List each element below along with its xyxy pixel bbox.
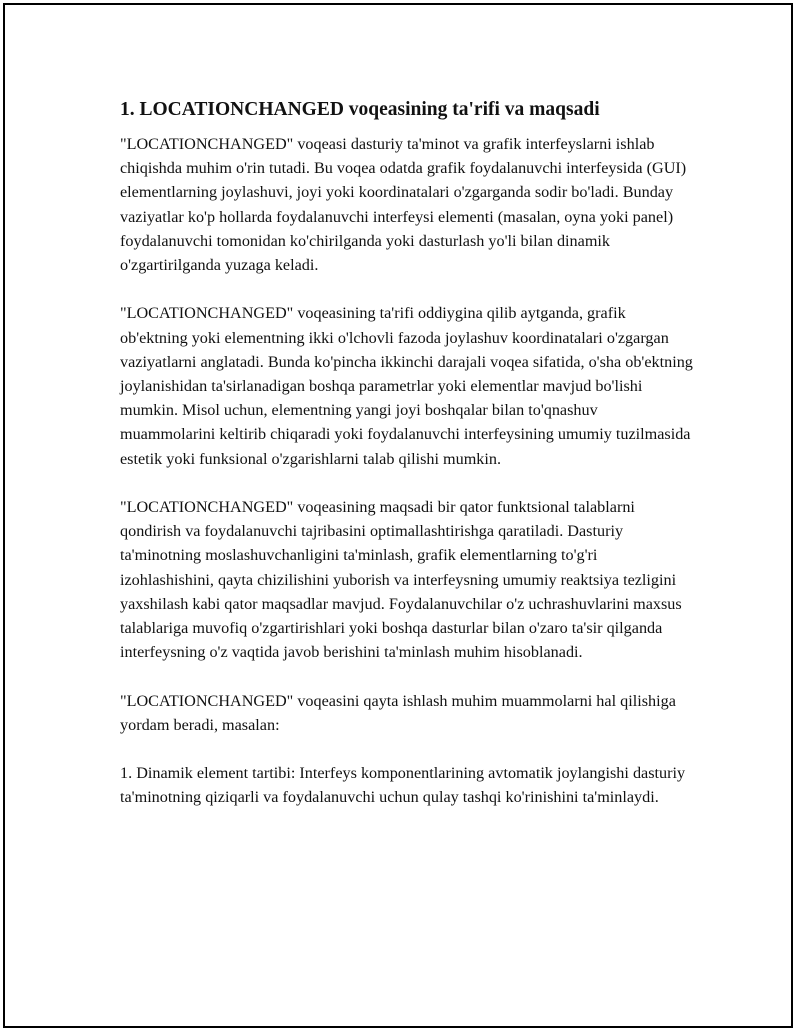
section-heading: 1. LOCATIONCHANGED voqeasining ta'rifi va maqsadi	[120, 99, 600, 120]
list-item-dynamic-layout: 1. Dinamik element tartibi: Interfeys komponentlarining avtomatik joylangishi dasturiy ta'minotning qiziqarli va foydalanuvchi uchun qulay tashqi ko'rinishini ta'minlaydi.	[120, 764, 686, 807]
paragraph-problems-intro: "LOCATIONCHANGED" voqeasini qayta ishlash muhim muammolarni hal qilishiga yordam beradi, masalan:	[120, 691, 676, 734]
document-body	[120, 97, 695, 810]
paragraph-purpose: "LOCATIONCHANGED" voqeasining maqsadi bir qator funktsional talablarni qondirish va foydalanuvchi tajribasini optimallashtirishga qaratiladi. Dasturiy ta'minotning moslashuvchanligini ta'minlash, grafik elementlarning to'g'ri izohlashishini, qayta chizilishini yuborish va interfeysning umumiy reaktsiya tezligini yaxshilash kabi qator maqsadlar mavjud. Foydalanuvchilar o'z uchrashuvlarini maxsus talablariga muvofiq o'zgartirishlari yoki boshqa dasturlar bilan o'zaro ta'sir qilganda interfeysning o'z vaqtida javob berishini ta'minlash muhim hisoblanadi.	[120, 498, 682, 662]
paragraph-definition-intro: "LOCATIONCHANGED" voqeasi dasturiy ta'minot va grafik interfeyslarni ishlab chiqishda muhim o'rin tutadi. Bu voqea odatda grafik foydalanuvchi interfeysida (GUI) elementlarning joylashuvi, joyi yoki koordinatalari o'zgarganda sodir bo'ladi. Bunday vaziyatlar ko'p hollarda foydalanuvchi interfeysi elementi (masalan, oyna yoki panel) foydalanuvchi tomonidan ko'chirilganda yoki dasturlash yo'li bilan dinamik o'zgartirilganda yuzaga keladi.	[120, 135, 687, 275]
paragraph-definition-detail: "LOCATIONCHANGED" voqeasining ta'rifi oddiygina qilib aytganda, grafik ob'ektning yoki elementning ikki o'lchovli fazoda joylashuv koordinatalari o'zgargan vaziyatlarni anglatadi. Bunda ko'pincha ikkinchi darajali voqea sifatida, o'sha ob'ektning joylanishidan ta'sirlanadigan boshqa parametrlar yoki elementlar mavjud bo'lishi mumkin. Misol uchun, elementning yangi joyi boshqalar bilan to'qnashuv muammolarini keltirib chiqaradi yoki foydalanuvchi interfeysining umumiy tuzilmasida estetik yoki funksional o'zgarishlarni talab qilishi mumkin.	[120, 304, 693, 468]
page-frame	[3, 3, 793, 1028]
